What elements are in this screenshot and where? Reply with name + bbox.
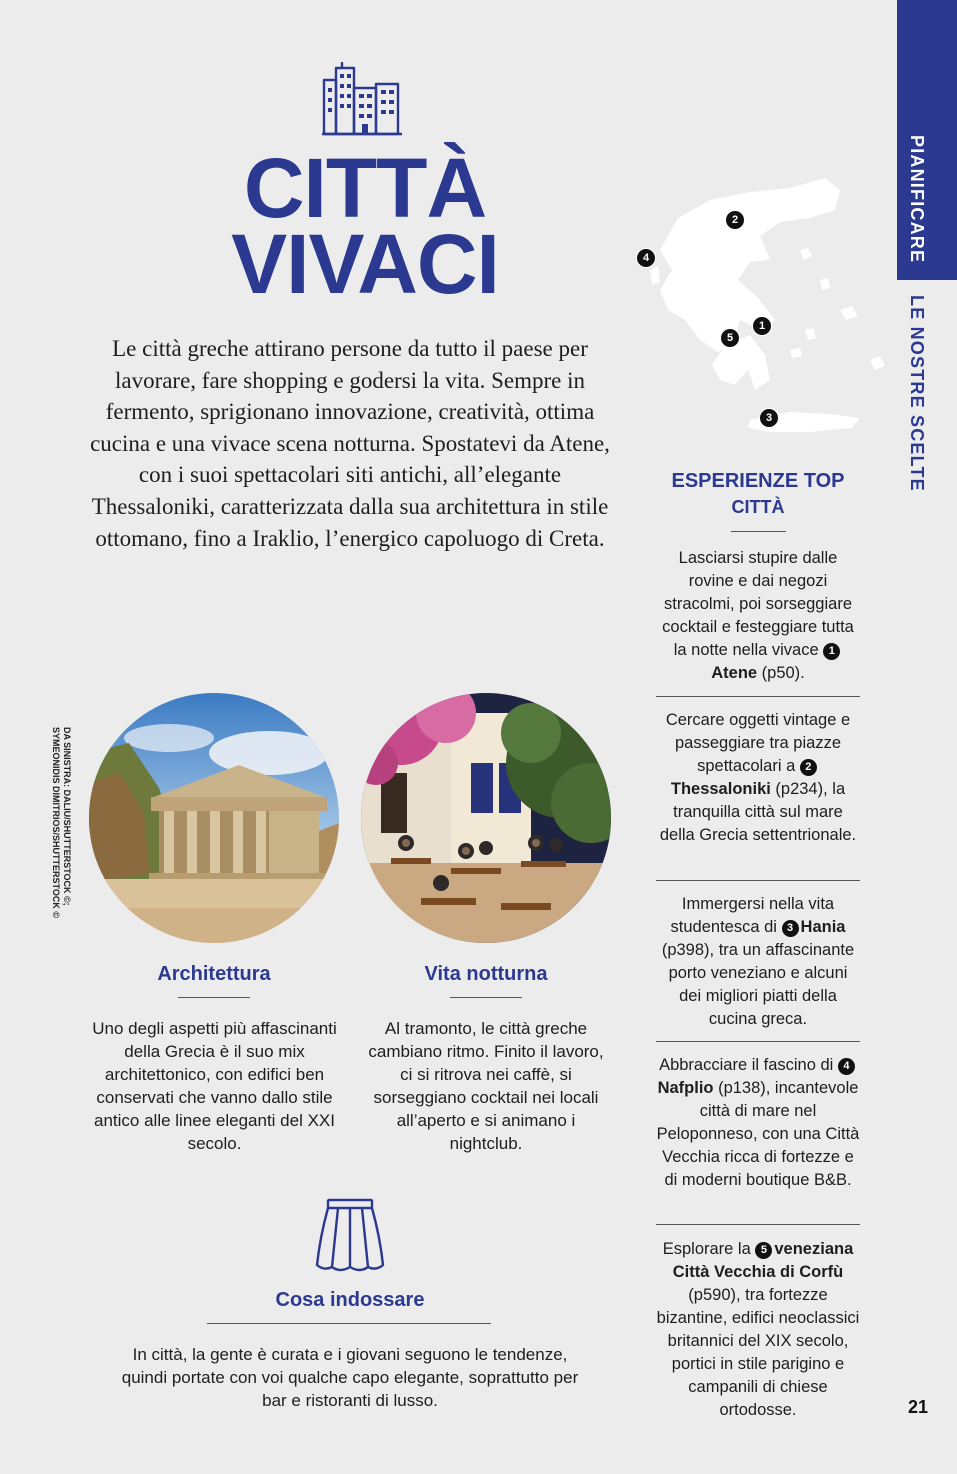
nightlife-photo (361, 693, 611, 943)
experience-text: (p50). (757, 664, 805, 682)
nightlife-divider (450, 997, 522, 998)
experience-divider (656, 880, 860, 881)
nightlife-title: Vita notturna (424, 963, 548, 985)
map-marker-4: 4 (636, 248, 656, 268)
experience-number: 5 (755, 1242, 772, 1259)
experience-item-4 (656, 1054, 860, 1192)
photo-credit (50, 727, 72, 918)
experiences-title-line2: CITTÀ (731, 497, 785, 517)
experience-text: Abbracciare il fascino di (659, 1056, 838, 1074)
architecture-title: Architettura (157, 963, 271, 985)
dress-body: In città, la gente è curata e i giovani seguono le tendenze, quindi portate con voi qualche capo elegante, soprattutto per bar e ristoranti di lusso. (121, 1345, 579, 1410)
experience-text: Immergersi nella vita studentesca di (670, 895, 835, 936)
experience-text: Cercare oggetti vintage e passeggiare tra piazze spettacolari a (665, 711, 851, 775)
experience-text: Esplorare la (662, 1240, 756, 1258)
experience-text: (p234), la tranquilla città sul mare della Grecia settentrionale. (659, 780, 857, 844)
experiences-title-divider (731, 531, 786, 532)
experience-number: 4 (838, 1058, 855, 1075)
experience-text: (p398), tra un affascinante porto veneziano e alcuni dei migliori piatti della cucina greca. (661, 941, 855, 1028)
map-marker-2: 2 (725, 210, 745, 230)
experience-text: (p590), tra fortezze bizantine, edifici neoclassici britannici del XIX secolo, portici in stile parigino e campanili di chiese ortodosse. (656, 1286, 860, 1419)
experience-number: 3 (782, 920, 799, 937)
experience-item-2 (656, 709, 860, 847)
city-buildings-icon (322, 62, 402, 136)
page-title-line1: CITTÀ (243, 141, 487, 235)
page-title (200, 141, 530, 311)
dress-divider (207, 1323, 491, 1324)
map-marker-3: 3 (759, 408, 779, 428)
photo-credit-line2: SYMEONIDIS DIMITRIOS/SHUTTERSTOCK © (51, 727, 61, 918)
architecture-body: Uno degli aspetti più affascinanti della Grecia è il suo mix architettonico, con edifici ben conservati che vanno dallo stile antico alle linee eleganti del XXI secolo. (92, 1019, 337, 1153)
experience-place: Atene (711, 664, 758, 682)
section-subtitle: LE NOSTRE SCELTE (907, 295, 927, 492)
map-marker-5: 5 (720, 328, 740, 348)
experience-divider (656, 696, 860, 697)
experiences-title (640, 468, 876, 520)
experience-number: 1 (823, 643, 840, 660)
page-title-line2: VIVACI (231, 217, 499, 311)
experience-place: veneziana Città Vecchia di Corfù (672, 1240, 854, 1281)
dress-title: Cosa indossare (275, 1289, 425, 1311)
section-tab-label: PIANIFICARE (907, 135, 927, 264)
greece-map (630, 170, 900, 440)
nightlife-body: Al tramonto, le città greche cambiano ritmo. Finito il lavoro, ci si ritrova nei caffè, si sorseggiano cocktail nei locali all’aperto e si animano i nightclub. (368, 1019, 604, 1153)
photo-credit-line1: DA SINISTRA: DALIU/SHUTTERSTOCK ©; (62, 727, 72, 906)
experience-number: 2 (800, 759, 817, 776)
map-marker-1: 1 (752, 316, 772, 336)
experience-item-5 (656, 1238, 860, 1422)
experience-place: Hania (800, 918, 846, 936)
experience-place: Thessaloniki (670, 780, 771, 798)
architecture-photo (89, 693, 339, 943)
page-number: 21 (908, 1397, 929, 1417)
intro-paragraph: Le città greche attirano persone da tutto il paese per lavorare, fare shopping e godersi la vita. Sempre in fermento, sprigionano innovazione, creatività, ottima cucina e una vivace scena notturna. Spostatevi da Atene, con i suoi spettacolari siti antichi, all’elegante Thessaloniki, caratterizzata dalla sua architettura in stile ottomano, fino a Iraklio, l’energico capoluogo di Creta. (90, 336, 610, 551)
experience-place: Nafplio (657, 1079, 714, 1097)
experience-text: Lasciarsi stupire dalle rovine e dai negozi stracolmi, poi sorseggiare cocktail e festeggiare tutta la notte nella vivace (662, 549, 854, 659)
experience-divider (656, 1224, 860, 1225)
skirt-icon (314, 1197, 386, 1273)
experiences-title-line1: ESPERIENZE TOP (671, 470, 845, 492)
experience-divider (656, 1041, 860, 1042)
architecture-divider (178, 997, 250, 998)
experience-text: (p138), incantevole città di mare nel Peloponneso, con una Città Vecchia ricca di fortezze e di moderni boutique B&B. (656, 1079, 860, 1189)
experience-item-1 (656, 547, 860, 685)
experience-item-3 (656, 893, 860, 1031)
